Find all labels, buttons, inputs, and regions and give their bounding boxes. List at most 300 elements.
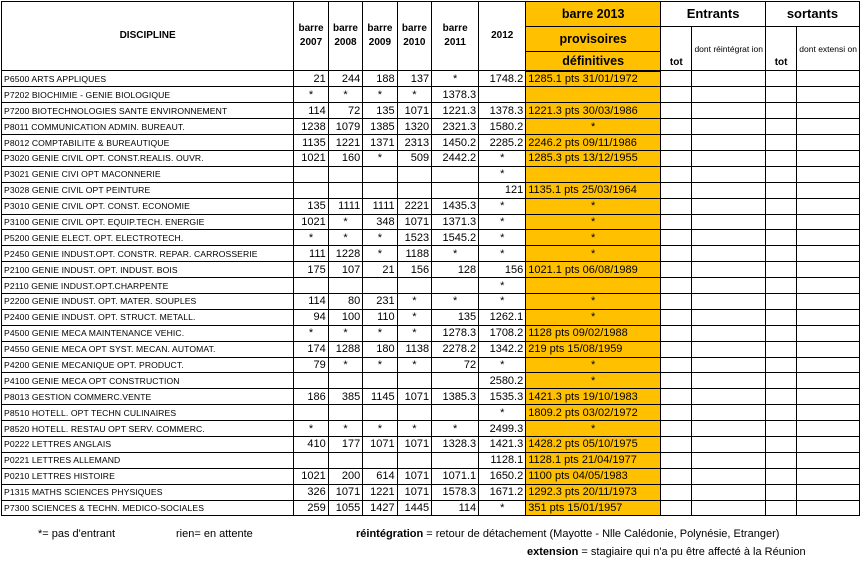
- barre-value-cell: 1371.3: [432, 214, 479, 230]
- barre-value-cell: *: [294, 421, 328, 437]
- legend-reintegration: [356, 528, 779, 540]
- barre-value-cell: 2313: [397, 135, 431, 151]
- barre-value-cell: [328, 278, 362, 294]
- barre-value-cell: [294, 278, 328, 294]
- movement-count-cell: [765, 135, 796, 151]
- barre-value-cell: [363, 278, 397, 294]
- barre-value-cell: 114: [432, 500, 479, 516]
- provisoires-header: provisoires: [526, 27, 661, 52]
- barre-2013-cell: 1135.1 pts 25/03/1964: [526, 182, 661, 198]
- barre-value-cell: 1650.2: [479, 468, 526, 484]
- table-row: [2, 103, 860, 119]
- movement-count-cell: [797, 357, 860, 373]
- barre-value-cell: 21: [294, 71, 328, 87]
- barre-value-cell: 1427: [363, 500, 397, 516]
- barre-value-cell: *: [479, 166, 526, 182]
- movement-count-cell: [661, 214, 692, 230]
- movement-count-cell: [765, 357, 796, 373]
- barre-value-cell: 1111: [363, 198, 397, 214]
- discipline-cell: P4500 GENIE MECA MAINTENANCE VEHIC.: [2, 325, 294, 341]
- barre-value-cell: *: [397, 421, 431, 437]
- table-row: [2, 198, 860, 214]
- barre-value-cell: 1535.3: [479, 389, 526, 405]
- barre-value-cell: *: [328, 357, 362, 373]
- barre-value-cell: 1135: [294, 135, 328, 151]
- discipline-cell: P8520 HOTELL. RESTAU OPT SERV. COMMERC.: [2, 421, 294, 437]
- movement-count-cell: [765, 373, 796, 389]
- movement-count-cell: [797, 500, 860, 516]
- movement-count-cell: [661, 150, 692, 166]
- legend-reintegration-def: = retour de détachement (Mayotte - Nlle Calédonie, Polynésie, Etranger): [423, 528, 780, 540]
- barre-2013-cell: 1292.3 pts 20/11/1973: [526, 484, 661, 500]
- barre-value-cell: 1021: [294, 150, 328, 166]
- movement-count-cell: [661, 484, 692, 500]
- movement-count-cell: [765, 246, 796, 262]
- movement-count-cell: [765, 103, 796, 119]
- barre-value-cell: 2499.3: [479, 421, 526, 437]
- barre-value-cell: *: [479, 278, 526, 294]
- movement-count-cell: [661, 71, 692, 87]
- barre-value-cell: 1221: [363, 484, 397, 500]
- movement-count-cell: [692, 135, 766, 151]
- movement-count-cell: [797, 230, 860, 246]
- discipline-cell: P8012 COMPTABILITE & BUREAUTIQUE: [2, 135, 294, 151]
- barre-value-cell: [294, 405, 328, 421]
- barre-value-cell: *: [432, 421, 479, 437]
- legend-extension-def: = stagiaire qui n'a pu être affecté à la Réunion: [578, 546, 806, 558]
- year-header-2010: barre 2010: [397, 2, 431, 71]
- discipline-cell: P0210 LETTRES HISTOIRE: [2, 468, 294, 484]
- barre-value-cell: *: [397, 293, 431, 309]
- barre-value-cell: 1378.3: [479, 103, 526, 119]
- definitives-header: définitives: [526, 52, 661, 71]
- barre-value-cell: [397, 452, 431, 468]
- movement-count-cell: [797, 103, 860, 119]
- table-row: [2, 373, 860, 389]
- barre-value-cell: [363, 166, 397, 182]
- table-row: [2, 87, 860, 103]
- barre-value-cell: [432, 182, 479, 198]
- movement-count-cell: [765, 309, 796, 325]
- movement-count-cell: [765, 166, 796, 182]
- barre-value-cell: [397, 278, 431, 294]
- table-row: [2, 135, 860, 151]
- barre-value-cell: [397, 182, 431, 198]
- movement-count-cell: [661, 325, 692, 341]
- barre-value-cell: 72: [432, 357, 479, 373]
- movement-count-cell: [692, 357, 766, 373]
- barre-value-cell: 1450.2: [432, 135, 479, 151]
- barre-value-cell: *: [432, 71, 479, 87]
- barre-2013-cell: 1021.1 pts 06/08/1989: [526, 262, 661, 278]
- movement-count-cell: [692, 166, 766, 182]
- table-row: [2, 214, 860, 230]
- barre-2013-cell: 351 pts 15/01/1957: [526, 500, 661, 516]
- movement-count-cell: [797, 341, 860, 357]
- barre-value-cell: 1580.2: [479, 119, 526, 135]
- discipline-cell: P3028 GENIE CIVIL OPT PEINTURE: [2, 182, 294, 198]
- barre-2013-cell: 1128.1 pts 21/04/1977: [526, 452, 661, 468]
- movement-count-cell: [692, 150, 766, 166]
- movement-count-cell: [661, 135, 692, 151]
- movement-count-cell: [661, 87, 692, 103]
- barre-value-cell: 1342.2: [479, 341, 526, 357]
- movement-count-cell: [765, 262, 796, 278]
- discipline-cell: P3010 GENIE CIVIL OPT. CONST. ECONOMIE: [2, 198, 294, 214]
- movement-count-cell: [797, 325, 860, 341]
- entrants-tot-header: tot: [661, 27, 692, 71]
- barre-value-cell: 186: [294, 389, 328, 405]
- movement-count-cell: [692, 405, 766, 421]
- barre-value-cell: [294, 182, 328, 198]
- barre-value-cell: 509: [397, 150, 431, 166]
- table-row: [2, 452, 860, 468]
- barre-value-cell: [294, 166, 328, 182]
- barre-value-cell: 1228: [328, 246, 362, 262]
- movement-count-cell: [692, 182, 766, 198]
- year-header-2012: 2012: [479, 2, 526, 71]
- movement-count-cell: [765, 230, 796, 246]
- movement-count-cell: [765, 198, 796, 214]
- discipline-cell: P4550 GENIE MECA OPT SYST. MECAN. AUTOMAT.: [2, 341, 294, 357]
- discipline-cell: P3100 GENIE CIVIL OPT. EQUIP.TECH. ENERGIE: [2, 214, 294, 230]
- movement-count-cell: [692, 293, 766, 309]
- barre-value-cell: [363, 405, 397, 421]
- barre-2013-cell: *: [526, 230, 661, 246]
- movement-count-cell: [661, 103, 692, 119]
- barre-value-cell: [328, 182, 362, 198]
- barre-value-cell: [294, 452, 328, 468]
- barre-value-cell: 2278.2: [432, 341, 479, 357]
- barre-value-cell: 326: [294, 484, 328, 500]
- barre-2013-cell: 1428.2 pts 05/10/1975: [526, 436, 661, 452]
- barre-value-cell: 244: [328, 71, 362, 87]
- barre-value-cell: 1079: [328, 119, 362, 135]
- barre-value-cell: [432, 452, 479, 468]
- barre-value-cell: *: [363, 87, 397, 103]
- movement-count-cell: [765, 436, 796, 452]
- barre-value-cell: 110: [363, 309, 397, 325]
- movement-count-cell: [692, 325, 766, 341]
- movement-count-cell: [797, 373, 860, 389]
- movement-count-cell: [765, 182, 796, 198]
- barre-value-cell: [432, 405, 479, 421]
- barre-value-cell: 348: [363, 214, 397, 230]
- movement-count-cell: [692, 230, 766, 246]
- barre-value-cell: 1523: [397, 230, 431, 246]
- movement-count-cell: [692, 246, 766, 262]
- barre-value-cell: 2442.2: [432, 150, 479, 166]
- movement-count-cell: [797, 166, 860, 182]
- barre-value-cell: 1021: [294, 468, 328, 484]
- barre-value-cell: 2580.2: [479, 373, 526, 389]
- movement-count-cell: [797, 119, 860, 135]
- barre-value-cell: *: [363, 246, 397, 262]
- barre-2013-cell: [526, 166, 661, 182]
- barre-value-cell: [432, 278, 479, 294]
- year-header-2007: barre 2007: [294, 2, 328, 71]
- table-row: [2, 230, 860, 246]
- barre-2013-cell: [526, 278, 661, 294]
- barre-value-cell: *: [397, 325, 431, 341]
- barre-value-cell: 1385.3: [432, 389, 479, 405]
- barre-2013-cell: *: [526, 357, 661, 373]
- barre-value-cell: 231: [363, 293, 397, 309]
- barre-value-cell: 188: [363, 71, 397, 87]
- movement-count-cell: [797, 421, 860, 437]
- barre-value-cell: 385: [328, 389, 362, 405]
- barre-value-cell: 1071: [397, 214, 431, 230]
- table-row: [2, 150, 860, 166]
- barre-2013-cell: 1421.3 pts 19/10/1983: [526, 389, 661, 405]
- movement-count-cell: [765, 452, 796, 468]
- barre-value-cell: 174: [294, 341, 328, 357]
- barre-2013-cell: *: [526, 198, 661, 214]
- table-row: [2, 293, 860, 309]
- movement-count-cell: [797, 71, 860, 87]
- barre-2013-cell: [526, 87, 661, 103]
- barre-value-cell: 1238: [294, 119, 328, 135]
- barre-value-cell: 200: [328, 468, 362, 484]
- barre-value-cell: 94: [294, 309, 328, 325]
- discipline-cell: P5200 GENIE ELECT. OPT. ELECTROTECH.: [2, 230, 294, 246]
- discipline-cell: P2400 GENIE INDUST. OPT. STRUCT. METALL.: [2, 309, 294, 325]
- barre-value-cell: 175: [294, 262, 328, 278]
- year-header-2009: barre 2009: [363, 2, 397, 71]
- barre-value-cell: *: [294, 87, 328, 103]
- mutation-table: [1, 1, 860, 516]
- barre-value-cell: [397, 373, 431, 389]
- barre-value-cell: 156: [397, 262, 431, 278]
- movement-count-cell: [661, 452, 692, 468]
- movement-count-cell: [797, 278, 860, 294]
- barre-value-cell: 1071: [397, 436, 431, 452]
- barre-value-cell: 80: [328, 293, 362, 309]
- movement-count-cell: [661, 278, 692, 294]
- discipline-cell: P2450 GENIE INDUST.OPT. CONSTR. REPAR. CARROSSERIE: [2, 246, 294, 262]
- barre-value-cell: 111: [294, 246, 328, 262]
- barre-value-cell: *: [479, 230, 526, 246]
- movement-count-cell: [692, 198, 766, 214]
- barre-value-cell: 1111: [328, 198, 362, 214]
- movement-count-cell: [661, 405, 692, 421]
- barre-2013-cell: *: [526, 421, 661, 437]
- barre-value-cell: [328, 405, 362, 421]
- movement-count-cell: [692, 484, 766, 500]
- barre-value-cell: 1708.2: [479, 325, 526, 341]
- barre-value-cell: 1671.2: [479, 484, 526, 500]
- discipline-cell: P8011 COMMUNICATION ADMIN. BUREAUT.: [2, 119, 294, 135]
- movement-count-cell: [692, 373, 766, 389]
- barre-value-cell: 1071: [397, 484, 431, 500]
- barre-value-cell: [363, 182, 397, 198]
- discipline-cell: P2110 GENIE INDUST.OPT.CHARPENTE: [2, 278, 294, 294]
- legend-star: *= pas d'entrant: [38, 528, 116, 540]
- movement-count-cell: [797, 198, 860, 214]
- barre-value-cell: 135: [363, 103, 397, 119]
- movement-count-cell: [692, 436, 766, 452]
- barre-value-cell: 259: [294, 500, 328, 516]
- discipline-cell: P8510 HOTELL. OPT TECHN CULINAIRES: [2, 405, 294, 421]
- barre-value-cell: 1221.3: [432, 103, 479, 119]
- movement-count-cell: [692, 71, 766, 87]
- movement-count-cell: [692, 421, 766, 437]
- movement-count-cell: [765, 278, 796, 294]
- barre-value-cell: 1435.3: [432, 198, 479, 214]
- table-row: [2, 262, 860, 278]
- barre-value-cell: 1328.3: [432, 436, 479, 452]
- movement-count-cell: [692, 262, 766, 278]
- discipline-cell: P4200 GENIE MECANIQUE OPT. PRODUCT.: [2, 357, 294, 373]
- barre-2013-cell: 1285.1 pts 31/01/1972: [526, 71, 661, 87]
- barre-value-cell: 1188: [397, 246, 431, 262]
- barre-value-cell: 177: [328, 436, 362, 452]
- barre-value-cell: 1221: [328, 135, 362, 151]
- movement-count-cell: [661, 230, 692, 246]
- barre-value-cell: [479, 87, 526, 103]
- barre-value-cell: 1071.1: [432, 468, 479, 484]
- barre-value-cell: 2321.3: [432, 119, 479, 135]
- barre-value-cell: *: [479, 198, 526, 214]
- barre-2013-cell: *: [526, 214, 661, 230]
- table-row: [2, 309, 860, 325]
- movement-count-cell: [797, 87, 860, 103]
- movement-count-cell: [797, 262, 860, 278]
- table-row: [2, 71, 860, 87]
- discipline-cell: P7202 BIOCHIMIE - GENIE BIOLOGIQUE: [2, 87, 294, 103]
- movement-count-cell: [661, 262, 692, 278]
- barre-value-cell: *: [294, 325, 328, 341]
- barre-value-cell: *: [294, 230, 328, 246]
- barre-2013-cell: 1128 pts 09/02/1988: [526, 325, 661, 341]
- barre-value-cell: 1262.1: [479, 309, 526, 325]
- movement-count-cell: [692, 103, 766, 119]
- barre-value-cell: [432, 373, 479, 389]
- movement-count-cell: [692, 309, 766, 325]
- barre-value-cell: 1385: [363, 119, 397, 135]
- legend-reintegration-term: réintégration: [356, 528, 424, 540]
- barre-value-cell: 2221: [397, 198, 431, 214]
- legend-extension-term: extension: [527, 546, 579, 558]
- barre-2013-cell: *: [526, 246, 661, 262]
- barre-value-cell: [397, 166, 431, 182]
- table-row: [2, 405, 860, 421]
- movement-count-cell: [661, 309, 692, 325]
- barre-2013-cell: 1221.3 pts 30/03/1986: [526, 103, 661, 119]
- barre-value-cell: 135: [432, 309, 479, 325]
- barre-2013-cell: *: [526, 373, 661, 389]
- movement-count-cell: [765, 71, 796, 87]
- barre-value-cell: [294, 373, 328, 389]
- barre-value-cell: 21: [363, 262, 397, 278]
- movement-count-cell: [797, 468, 860, 484]
- discipline-cell: P2200 GENIE INDUST. OPT. MATER. SOUPLES: [2, 293, 294, 309]
- movement-count-cell: [661, 119, 692, 135]
- barre-value-cell: 121: [479, 182, 526, 198]
- movement-count-cell: [797, 135, 860, 151]
- movement-count-cell: [765, 405, 796, 421]
- movement-count-cell: [797, 452, 860, 468]
- movement-count-cell: [765, 293, 796, 309]
- movement-count-cell: [765, 341, 796, 357]
- barre-value-cell: 1445: [397, 500, 431, 516]
- movement-count-cell: [661, 421, 692, 437]
- movement-count-cell: [765, 389, 796, 405]
- movement-count-cell: [765, 150, 796, 166]
- movement-count-cell: [692, 119, 766, 135]
- barre-value-cell: 410: [294, 436, 328, 452]
- movement-count-cell: [661, 166, 692, 182]
- barre-value-cell: *: [479, 293, 526, 309]
- barre-value-cell: *: [479, 150, 526, 166]
- entrants-header: Entrants: [661, 2, 766, 27]
- barre-value-cell: 79: [294, 357, 328, 373]
- discipline-cell: P3021 GENIE CIVI OPT MACONNERIE: [2, 166, 294, 182]
- table-row: [2, 166, 860, 182]
- barre-value-cell: 1055: [328, 500, 362, 516]
- movement-count-cell: [692, 468, 766, 484]
- movement-count-cell: [797, 436, 860, 452]
- table-row: [2, 421, 860, 437]
- movement-count-cell: [765, 484, 796, 500]
- movement-count-cell: [661, 389, 692, 405]
- sortants-header: sortants: [765, 2, 859, 27]
- movement-count-cell: [661, 341, 692, 357]
- barre-value-cell: 1320: [397, 119, 431, 135]
- barre-2013-cell: *: [526, 119, 661, 135]
- barre-value-cell: 72: [328, 103, 362, 119]
- barre-value-cell: 1071: [397, 103, 431, 119]
- movement-count-cell: [661, 182, 692, 198]
- movement-count-cell: [797, 309, 860, 325]
- table-row: [2, 389, 860, 405]
- barre-value-cell: 114: [294, 103, 328, 119]
- barre-value-cell: 1128.1: [479, 452, 526, 468]
- movement-count-cell: [765, 468, 796, 484]
- barre-value-cell: *: [328, 325, 362, 341]
- barre-value-cell: 1071: [397, 468, 431, 484]
- movement-count-cell: [692, 452, 766, 468]
- table-row: [2, 246, 860, 262]
- barre-value-cell: *: [363, 230, 397, 246]
- barre-value-cell: *: [328, 214, 362, 230]
- barre-value-cell: 2285.2: [479, 135, 526, 151]
- barre-2013-cell: 2246.2 pts 09/11/1986: [526, 135, 661, 151]
- movement-count-cell: [692, 341, 766, 357]
- legend-rien: rien= en attente: [176, 528, 253, 540]
- movement-count-cell: [797, 214, 860, 230]
- barre-value-cell: 100: [328, 309, 362, 325]
- movement-count-cell: [797, 405, 860, 421]
- movement-count-cell: [661, 373, 692, 389]
- barre-value-cell: 107: [328, 262, 362, 278]
- barre-value-cell: 160: [328, 150, 362, 166]
- movement-count-cell: [692, 278, 766, 294]
- movement-count-cell: [692, 389, 766, 405]
- barre-value-cell: *: [363, 150, 397, 166]
- barre-value-cell: *: [479, 405, 526, 421]
- discipline-cell: P0222 LETTRES ANGLAIS: [2, 436, 294, 452]
- discipline-cell: P7300 SCIENCES & TECHN. MEDICO-SOCIALES: [2, 500, 294, 516]
- movement-count-cell: [765, 421, 796, 437]
- barre-value-cell: 128: [432, 262, 479, 278]
- movement-count-cell: [661, 198, 692, 214]
- movement-count-cell: [765, 87, 796, 103]
- barre-value-cell: *: [328, 87, 362, 103]
- barre-value-cell: [363, 452, 397, 468]
- barre-value-cell: 1071: [363, 436, 397, 452]
- barre-value-cell: [397, 405, 431, 421]
